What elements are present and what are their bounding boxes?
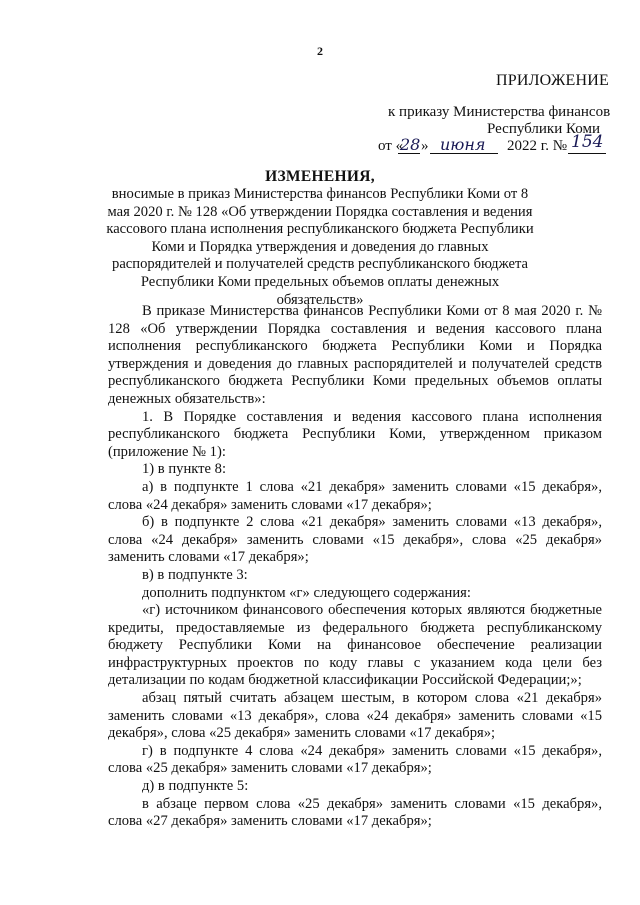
paragraph: В приказе Министерства финансов Республики Коми от 8 мая 2020 г. № 128 «Об утверждении Порядка составления и ведения кассового плана исполнения республиканского бюджета Республики Коми и Порядка утверждения и доведения до главных распорядителей и получателей средств республиканского бюджета Республики Коми предельных объемов оплаты денежных обязательств»: <box>108 303 602 407</box>
paragraph: в абзаце первом слова «25 декабря» заменить словами «15 декабря», слова «27 декабря» заменить словами «17 декабря»; <box>108 795 602 830</box>
paragraph: г) в подпункте 4 слова «24 декабря» заменить словами «15 декабря», слова «25 декабря» заменить словами «17 декабря»; <box>108 742 602 777</box>
appendix-line-1: к приказу Министерства финансов <box>388 104 611 120</box>
paragraph: в) в подпункте 3: <box>142 566 248 583</box>
month-underline <box>430 153 498 154</box>
appendix-title: ПРИЛОЖЕНИЕ <box>496 72 610 89</box>
document-heading: ИЗМЕНЕНИЯ, <box>265 168 375 185</box>
date-year: 2022 г. № <box>507 138 568 154</box>
paragraph: а) в подпункте 1 слова «21 декабря» заменить словами «15 декабря», слова «24 декабря» заменить словами «17 декабря»; <box>108 478 602 513</box>
handwritten-day: 28 <box>400 135 421 154</box>
paragraph: д) в подпункте 5: <box>142 778 249 795</box>
document-body <box>108 303 602 831</box>
paragraph: б) в подпункте 2 слова «21 декабря» заменить словами «13 декабря», слова «24 декабря» заменить словами «15 декабря», слова «25 декабря» заменить словами «17 декабря»; <box>108 514 602 566</box>
handwritten-number: 154 <box>571 132 604 152</box>
page-number: 2 <box>317 44 323 58</box>
day-underline <box>398 153 420 154</box>
date-prefix: от « <box>378 138 404 154</box>
paragraph: дополнить подпунктом «г» следующего содержания: <box>142 584 471 601</box>
document-subtitle: вносимые в приказ Министерства финансов Республики Коми от 8 мая 2020 г. № 128 «Об утверждении Порядка составления и ведения кассового плана исполнения республиканского бюджета Республики Коми и Порядка утверждения и доведения до главных распорядителей и получателей средств республиканского бюджета Республики Коми предельных объемов оплаты денежных обязательств» <box>106 186 534 308</box>
handwritten-month: июня <box>440 135 486 154</box>
appendix-line-2: Республики Коми <box>487 121 600 137</box>
paragraph: 1. В Порядке составления и ведения кассового плана исполнения республиканского бюджета Республики Коми, утвержденном приказом (приложение № 1): <box>108 408 602 460</box>
paragraph: 1) в пункте 8: <box>142 461 227 478</box>
paragraph: «г) источником финансового обеспечения которых являются бюджетные кредиты, предоставляемые из федерального бюджета республиканскому бюджету Республики Коми на финансовое обеспечение реализации инфраструктурных проектов по коду главы с указанием кода цели без детализации по кодам бюджетной классификации Российской Федерации;»; <box>108 602 602 689</box>
number-underline <box>568 153 606 154</box>
date-close-quote: » <box>421 138 429 154</box>
order-date-line <box>378 132 618 158</box>
paragraph: абзац пятый считать абзацем шестым, в котором слова «21 декабря» заменить словами «13 декабря», слова «24 декабря» заменить словами «15 декабря», слова «25 декабря» заменить словами «17 декабря»; <box>108 690 602 742</box>
